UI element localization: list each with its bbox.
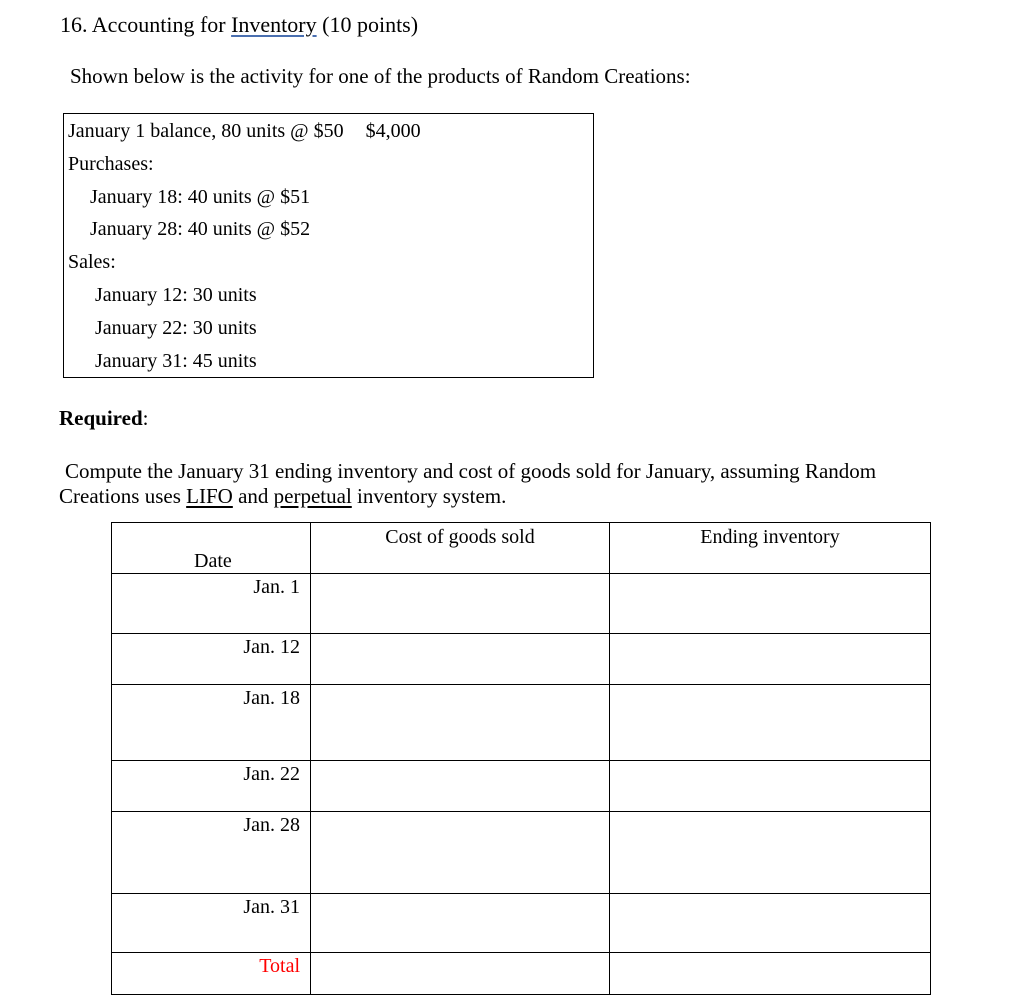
table-row — [112, 761, 931, 812]
intro-text: Shown below is the activity for one of the products of Random Creations: — [70, 64, 691, 88]
table-row — [112, 634, 931, 685]
table-header-row — [112, 523, 931, 574]
ending-inventory-cell[interactable] — [610, 634, 931, 685]
instructions-line-1: Compute the January 31 ending inventory and cost of goods sold for January, assuming Random — [65, 459, 877, 483]
instructions-text: and — [238, 484, 269, 508]
cogs-cell[interactable] — [311, 574, 610, 634]
table-row — [112, 685, 931, 761]
instructions — [59, 459, 876, 509]
row-date-label: Jan. 12 — [112, 634, 311, 685]
opening-balance — [68, 120, 421, 143]
row-date-label: Jan. 22 — [112, 761, 311, 812]
question-title — [60, 12, 418, 38]
purchases-label: Purchases: — [68, 153, 154, 175]
sales-label: Sales: — [68, 251, 116, 273]
row-date-label: Jan. 28 — [112, 812, 311, 894]
perpetual-term: perpetual — [273, 484, 352, 508]
ending-inventory-header: Ending inventory — [610, 523, 931, 574]
question-points: (10 points) — [322, 12, 419, 37]
activity-box — [63, 113, 594, 378]
instructions-text: inventory system. — [357, 484, 507, 508]
total-cogs-cell[interactable] — [311, 953, 610, 995]
required-colon: : — [142, 406, 149, 430]
instructions-text: Creations uses — [59, 484, 181, 508]
ending-inventory-cell[interactable] — [610, 685, 931, 761]
cogs-cell[interactable] — [311, 761, 610, 812]
sale-item: January 22: 30 units — [95, 317, 257, 339]
instructions-line-2 — [59, 484, 876, 509]
inventory-worksheet-table — [111, 522, 931, 995]
opening-balance-amount: $4,000 — [365, 120, 421, 142]
date-header: Date — [194, 550, 232, 572]
table-row — [112, 894, 931, 953]
date-header-cell — [112, 523, 311, 574]
required-heading — [59, 406, 148, 431]
sale-item: January 31: 45 units — [95, 350, 257, 372]
cogs-header: Cost of goods sold — [311, 523, 610, 574]
row-date-label: Jan. 18 — [112, 685, 311, 761]
total-label: Total — [112, 953, 311, 995]
required-label: Required — [59, 406, 143, 430]
table-row — [112, 812, 931, 894]
purchase-item: January 18: 40 units @ $51 — [90, 186, 311, 208]
total-ending-inventory-cell[interactable] — [610, 953, 931, 995]
cogs-cell[interactable] — [311, 894, 610, 953]
row-date-label: Jan. 1 — [112, 574, 311, 634]
ending-inventory-cell[interactable] — [610, 761, 931, 812]
lifo-term: LIFO — [186, 484, 233, 508]
total-row — [112, 953, 931, 995]
question-title-prefix: Accounting for — [91, 12, 226, 37]
table-row — [112, 574, 931, 634]
purchase-item: January 28: 40 units @ $52 — [90, 218, 311, 240]
cogs-cell[interactable] — [311, 634, 610, 685]
row-date-label: Jan. 31 — [112, 894, 311, 953]
opening-balance-text: January 1 balance, 80 units @ $50 — [68, 120, 344, 142]
cogs-cell[interactable] — [311, 812, 610, 894]
cogs-cell[interactable] — [311, 685, 610, 761]
ending-inventory-cell[interactable] — [610, 574, 931, 634]
inventory-link[interactable]: Inventory — [231, 12, 317, 37]
ending-inventory-cell[interactable] — [610, 812, 931, 894]
sale-item: January 12: 30 units — [95, 284, 257, 306]
ending-inventory-cell[interactable] — [610, 894, 931, 953]
question-number: 16. — [60, 12, 88, 37]
